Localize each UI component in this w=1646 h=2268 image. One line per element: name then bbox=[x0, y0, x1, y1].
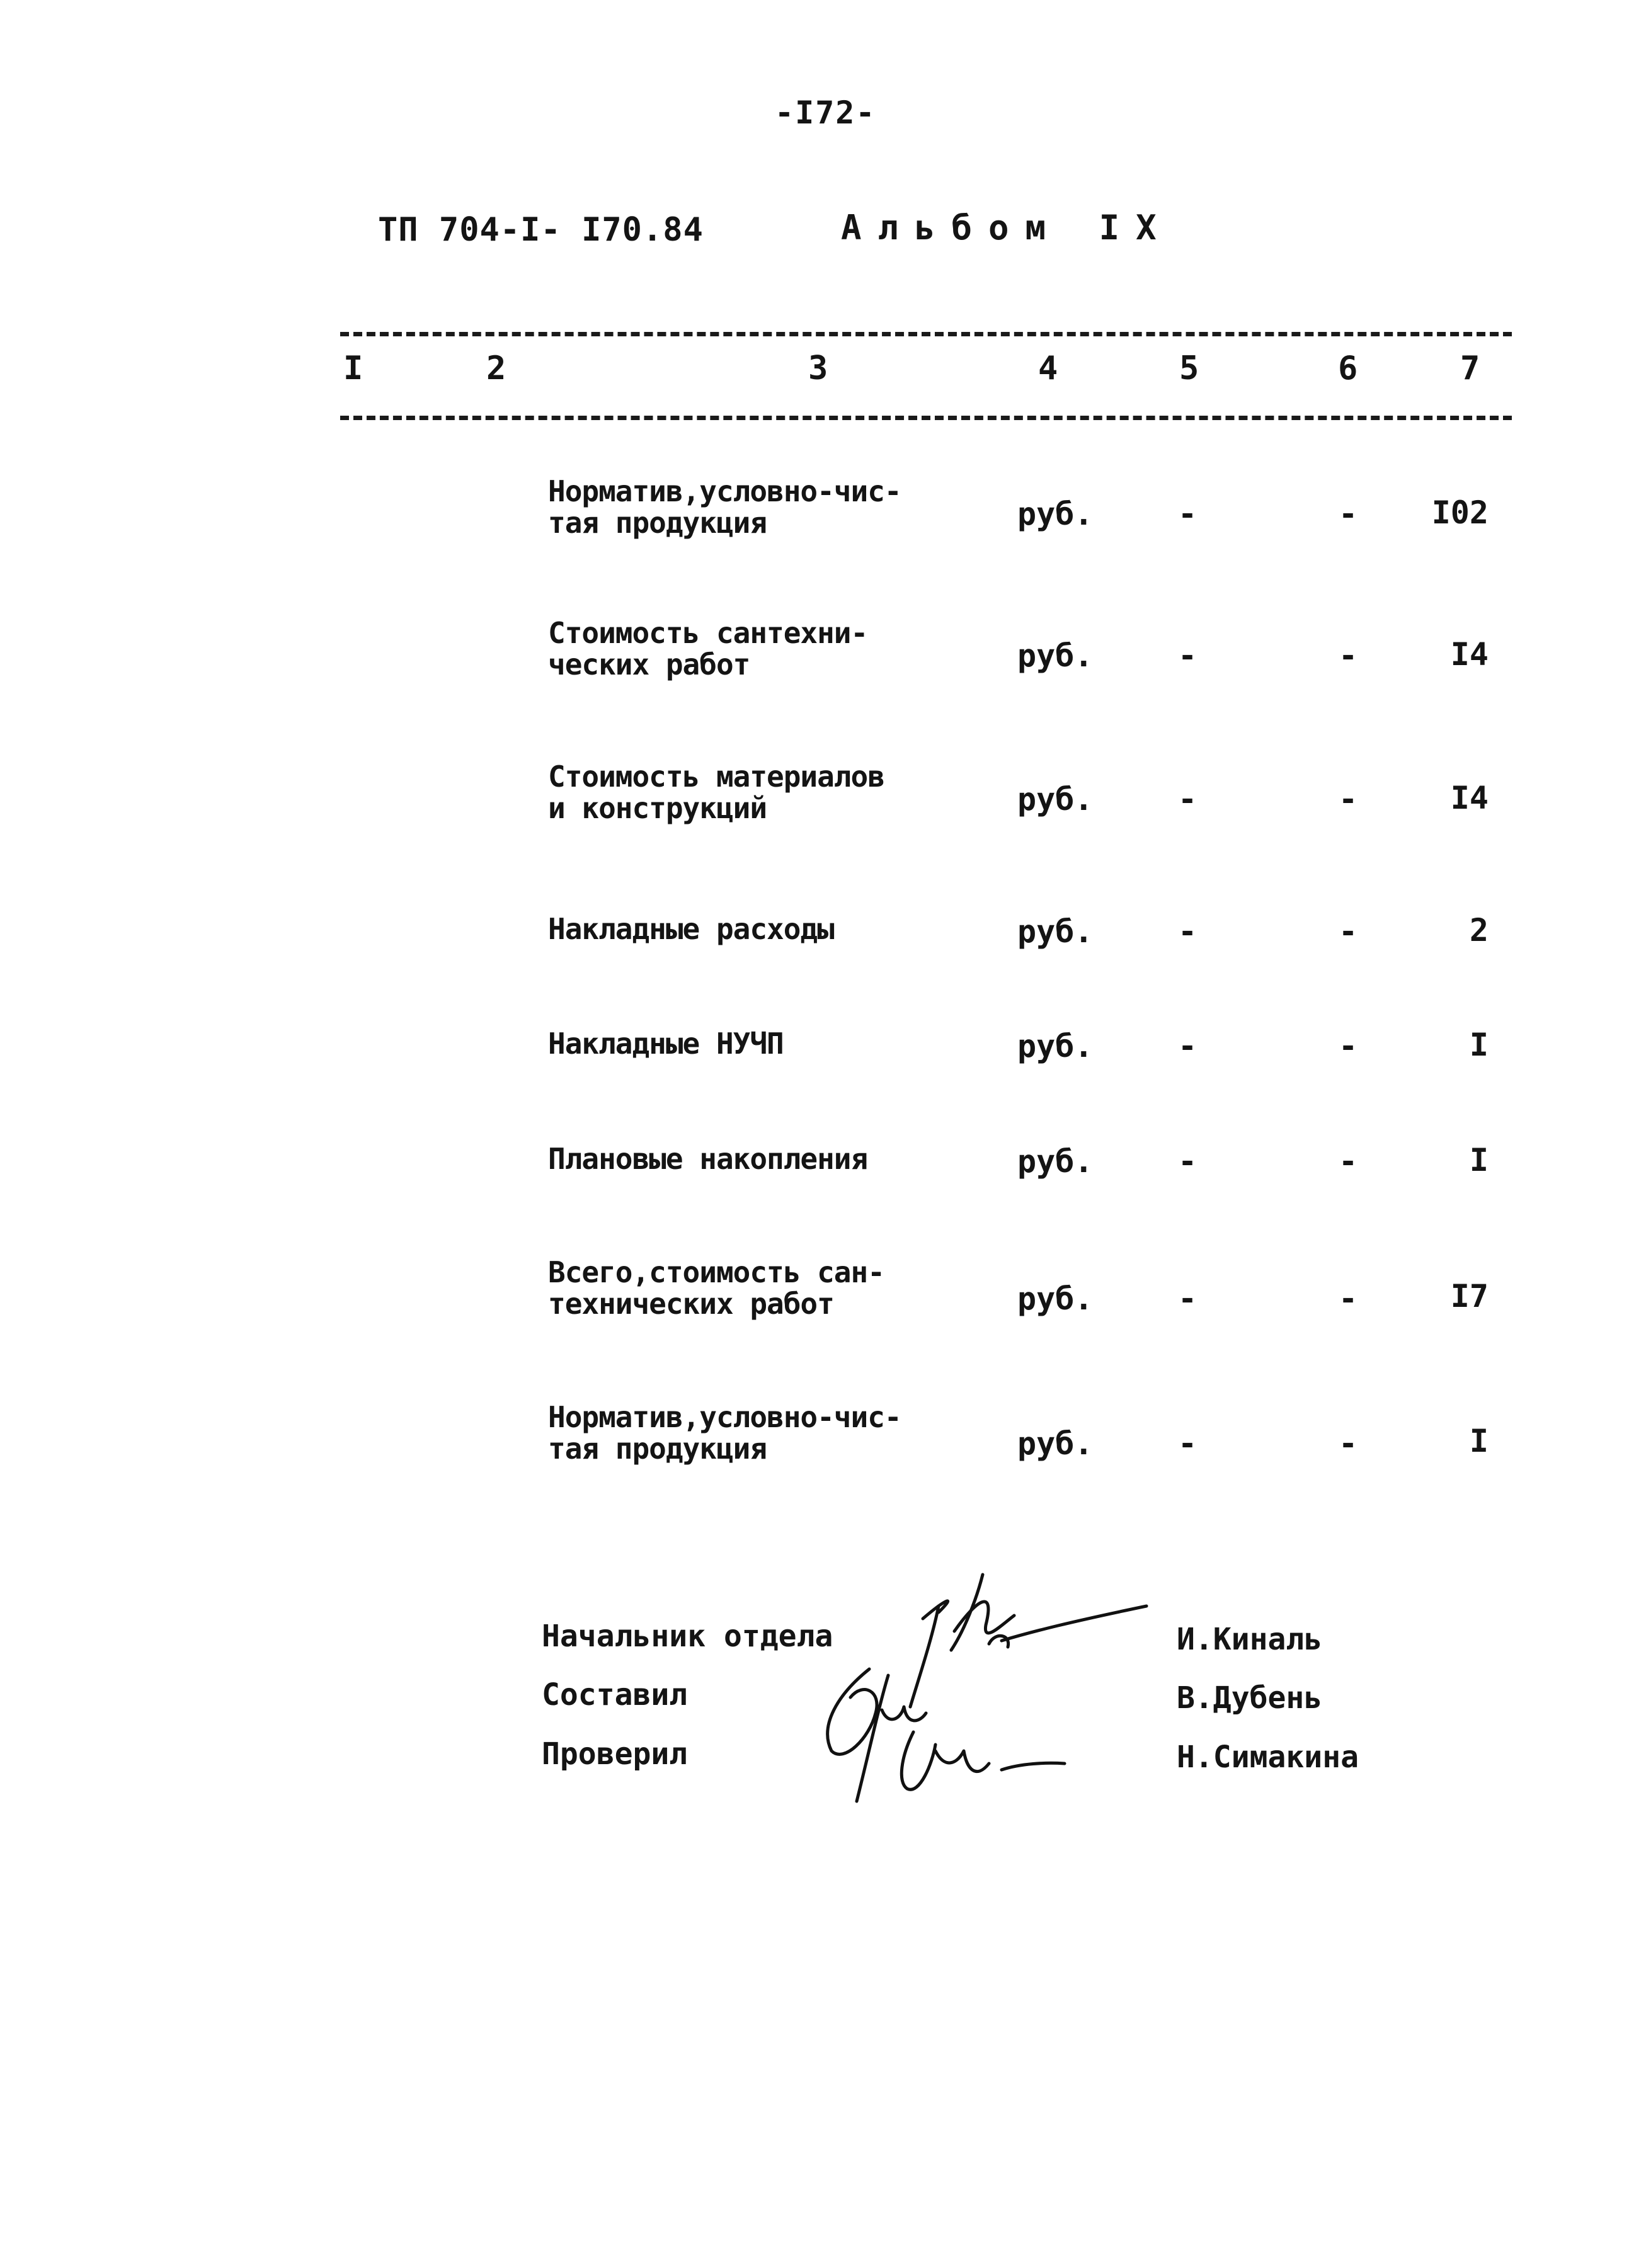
album-title: Альбом IX bbox=[841, 208, 1173, 248]
signature-role-head: Начальник отдела bbox=[542, 1619, 833, 1654]
signature-role-compiled: Составил bbox=[542, 1677, 688, 1712]
column-number-4: 4 bbox=[1038, 350, 1058, 387]
row-value: 2 bbox=[1469, 912, 1489, 949]
page-number: -I72- bbox=[775, 94, 876, 131]
row-value: I bbox=[1469, 1027, 1489, 1063]
row-col6: - bbox=[1339, 1280, 1358, 1317]
row-col6: - bbox=[1339, 1143, 1358, 1180]
table-top-dashed-rule bbox=[340, 332, 1512, 336]
row-col5: - bbox=[1178, 1425, 1197, 1462]
row-col6: - bbox=[1339, 637, 1358, 674]
row-name: Стоимость сантехни- ческих работ bbox=[548, 616, 868, 681]
row-unit: руб. bbox=[1017, 1143, 1094, 1180]
row-col5: - bbox=[1178, 781, 1197, 818]
row-unit: руб. bbox=[1017, 1425, 1094, 1462]
row-col6: - bbox=[1339, 1028, 1358, 1064]
signature-name-head: И.Киналь bbox=[1177, 1622, 1323, 1657]
row-name: Норматив,условно-чис- тая продукция bbox=[548, 474, 901, 540]
column-number-1: I bbox=[343, 350, 363, 387]
row-name: Стоимость материалов и конструкций bbox=[548, 760, 884, 825]
signature-role-checked: Проверил bbox=[542, 1736, 688, 1772]
row-value: I bbox=[1469, 1142, 1489, 1178]
document-code: ТП 704-I- I70.84 bbox=[378, 211, 704, 249]
row-col5: - bbox=[1178, 1143, 1197, 1180]
row-col6: - bbox=[1339, 781, 1358, 818]
row-unit: руб. bbox=[1017, 1028, 1094, 1064]
row-unit: руб. bbox=[1017, 1280, 1094, 1317]
row-name: Накладные НУЧП bbox=[548, 1027, 784, 1061]
row-value: I4 bbox=[1450, 780, 1489, 816]
row-col6: - bbox=[1339, 913, 1358, 950]
row-col6: - bbox=[1339, 1425, 1358, 1462]
row-col5: - bbox=[1178, 496, 1197, 532]
row-col5: - bbox=[1178, 637, 1197, 674]
row-col5: - bbox=[1178, 1280, 1197, 1317]
signature-name-checked: Н.Симакина bbox=[1177, 1740, 1359, 1775]
row-col6: - bbox=[1339, 496, 1358, 532]
row-col5: - bbox=[1178, 913, 1197, 950]
row-name: Норматив,условно-чис- тая продукция bbox=[548, 1400, 901, 1466]
column-number-6: 6 bbox=[1338, 350, 1358, 387]
row-name: Накладные расходы bbox=[548, 912, 834, 946]
column-number-2: 2 bbox=[486, 350, 506, 387]
row-name: Всего,стоимость сан- технических работ bbox=[548, 1255, 884, 1321]
row-unit: руб. bbox=[1017, 496, 1094, 532]
row-value: I bbox=[1469, 1423, 1489, 1459]
handwritten-signatures bbox=[794, 1562, 1235, 1826]
row-unit: руб. bbox=[1017, 913, 1094, 950]
row-unit: руб. bbox=[1017, 637, 1094, 674]
row-value: I4 bbox=[1450, 636, 1489, 673]
column-number-5: 5 bbox=[1179, 350, 1199, 387]
row-unit: руб. bbox=[1017, 781, 1094, 818]
table-header-dashed-rule bbox=[340, 416, 1512, 420]
signature-name-compiled: В.Дубень bbox=[1177, 1680, 1323, 1716]
row-value: I02 bbox=[1431, 494, 1489, 531]
row-col5: - bbox=[1178, 1028, 1197, 1064]
row-value: I7 bbox=[1450, 1278, 1489, 1314]
row-name: Плановые накопления bbox=[548, 1142, 868, 1176]
column-number-7: 7 bbox=[1460, 350, 1480, 387]
column-number-3: 3 bbox=[808, 350, 828, 387]
